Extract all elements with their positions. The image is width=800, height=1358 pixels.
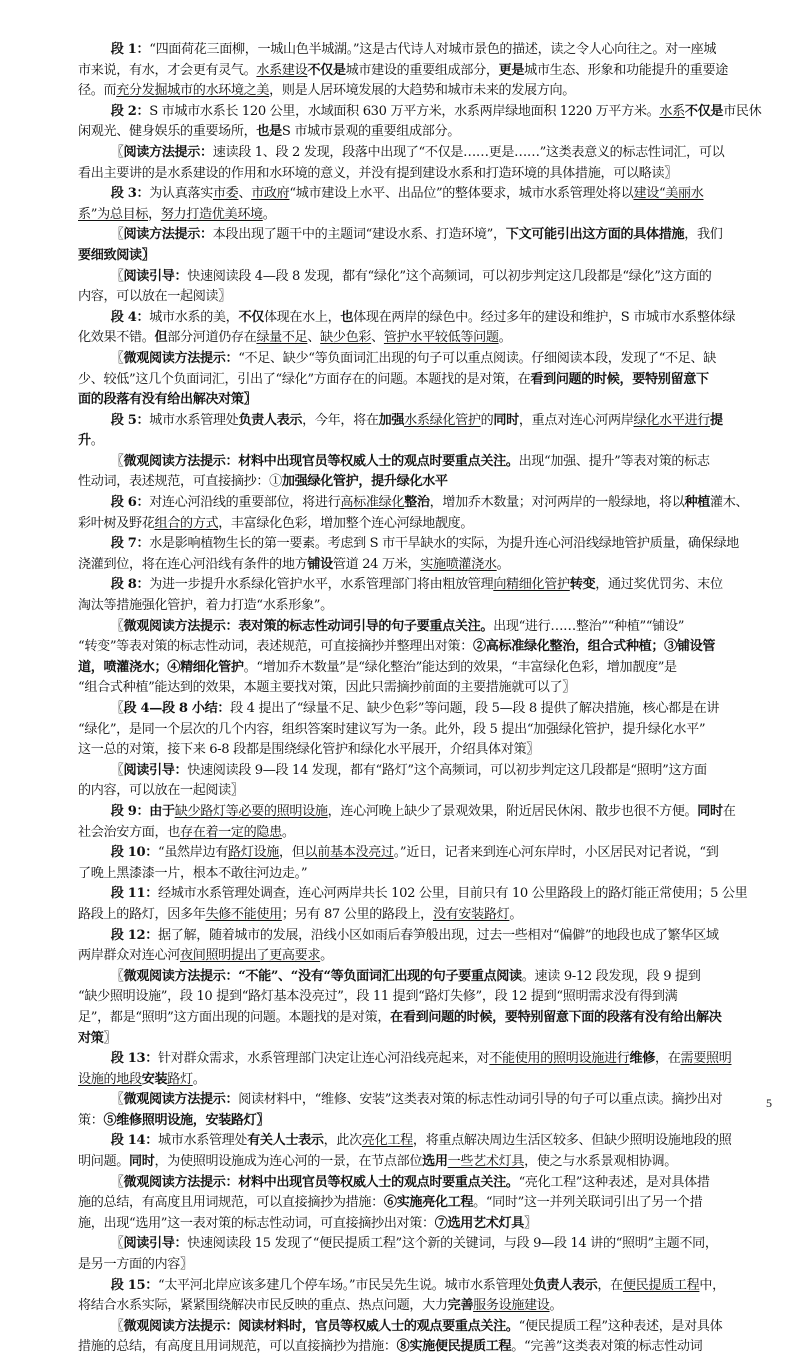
text-line — [78, 205, 750, 226]
text-run: 以前基本没亮过 — [304, 845, 394, 861]
text-run: ，在 — [597, 1277, 623, 1293]
page-number: 5 — [766, 1096, 772, 1110]
text-line — [78, 308, 750, 329]
text-run: 〖 — [110, 1236, 124, 1252]
text-run: 服务设施建设 — [473, 1298, 550, 1314]
text-run: ， — [148, 206, 161, 222]
text-run: ，在 — [655, 1051, 681, 1067]
text-line — [78, 225, 750, 246]
text-run: 段 15： — [110, 1277, 158, 1293]
text-run: 阅读方法提示： — [123, 144, 213, 160]
text-line — [78, 143, 750, 164]
text-run: 段 12： — [110, 927, 158, 943]
text-run: 努力打造优美环境 — [160, 206, 263, 222]
text-line — [78, 431, 750, 452]
text-line — [78, 864, 750, 885]
text-line — [78, 61, 750, 82]
text-run: 微观阅读方法提示：材料中出现官员等权威人士的观点时要重点关注。 — [123, 453, 519, 469]
text-line — [78, 184, 750, 205]
text-line — [78, 1070, 750, 1091]
text-run: 阅读材料中，“维修、安装”这类表对策的标志性动词引导的句子可以重点读。摘抄出对 — [238, 1092, 723, 1108]
text-run: 也是 — [256, 124, 282, 140]
text-run: 路段上的路灯，因多年 — [78, 906, 206, 922]
text-run: 明问题。 — [78, 1154, 129, 1170]
text-run: 阅读引导： — [123, 762, 188, 778]
text-run: 出现“进行……整治”“种植”“铺设” — [493, 618, 685, 634]
text-run: 〖 — [110, 701, 124, 716]
text-run: 。”近日，记者来到连心河东岸时，小区居民对记者说，“到 — [393, 845, 719, 861]
text-run: 段 4—段 8 小结： — [123, 701, 231, 716]
text-run: 足”，都是“照明”这方面出现的问题。本题找的是对策， — [78, 1009, 391, 1025]
text-line — [78, 926, 750, 947]
text-run: 加强绿化管护，提升绿化水平 — [281, 474, 448, 490]
text-run: 阅读引导： — [123, 268, 188, 284]
text-run: 高标准绿化 — [340, 495, 405, 511]
text-line — [78, 1049, 750, 1070]
text-run: 面的段落有没有给出解决对策〗 — [78, 392, 257, 408]
text-run: ⑤维修照明设施，安装路灯〗 — [103, 1112, 270, 1128]
text-run: ，使之与水系景观相协调。 — [524, 1154, 678, 1170]
text-run: ⑧实施便民提质工程 — [396, 1339, 512, 1355]
text-line — [78, 761, 750, 782]
paragraph-label: 段 1： — [110, 42, 150, 57]
text-run: 提 — [710, 412, 723, 428]
text-run: 微观阅读方法提示：阅读材料时，官员等权威人士的观点要重点关注。 — [123, 1318, 519, 1334]
text-line — [78, 1214, 750, 1235]
text-run: 绿量不足 — [256, 330, 308, 346]
text-run: 存在着一定的隐患 — [179, 824, 282, 840]
text-line — [78, 658, 750, 679]
text-run: 城市水系管理处 — [149, 412, 239, 428]
text-line — [78, 349, 750, 370]
text-line — [78, 1337, 750, 1358]
document-body — [78, 40, 762, 1358]
text-line — [78, 370, 750, 391]
text-run: 段 5： — [110, 412, 150, 428]
text-run: 微观阅读方法提示：表对策的标志性动词引导的句子要重点关注。 — [123, 618, 494, 634]
text-run: 负责人表示 — [238, 412, 303, 428]
text-run: “绿化”，是同一个层次的几个内容，组织答案时建议写为一条。此外，段 5 提出“加强绿化管护，提升绿化水平” — [78, 721, 706, 737]
text-run: ②高标准绿化整治，组合式种植；③铺设管 — [473, 639, 716, 655]
text-run: 〖 — [110, 227, 124, 243]
text-line — [78, 493, 750, 514]
text-run: 社会治安方面，也 — [78, 824, 180, 840]
text-run: 性动词，表述规范，可直接摘抄：① — [78, 474, 282, 490]
text-run: “城市建设上水平、出品位”的整体要求，城市水系管理处将以 — [289, 186, 634, 202]
text-run: 段 11： — [110, 886, 158, 902]
text-run: 段 8： — [110, 577, 150, 593]
text-line — [78, 699, 750, 720]
text-run: 段 6： — [110, 495, 150, 511]
text-run: “亮化工程”这种表述，是对具体措 — [518, 1174, 710, 1190]
text-run: 不仅是 — [684, 103, 724, 119]
text-run: ，增加乔木数量；对河两岸的一般绿地，将以 — [429, 495, 685, 511]
text-run: ，我们 — [684, 227, 723, 243]
text-run: ；另有 87 公里的路段上， — [281, 906, 433, 922]
text-run: 需要照明 — [680, 1051, 732, 1067]
text-run: “组合式种植”能达到的效果，本题主要找对策，因此只需摘抄前面的主要措施就可以了〗 — [78, 680, 575, 696]
text-run — [111, 42, 716, 57]
text-run: 完善 — [447, 1298, 474, 1314]
text-run: 要细致阅读〗 — [78, 247, 155, 263]
text-run: ，将重点解决周边生活区较多、但缺少照明设施地段的照 — [412, 1133, 732, 1149]
text-run: 。“增加乔木数量”是“绿化整治”能达到的效果，“丰富绿化色彩，增加靓度”是 — [243, 659, 677, 675]
text-line — [78, 1296, 750, 1317]
text-line — [78, 575, 750, 596]
text-line — [78, 81, 750, 102]
text-line — [78, 164, 750, 185]
text-run: ，此次 — [323, 1133, 362, 1149]
text-line — [78, 1276, 750, 1297]
text-run: 但 — [154, 330, 168, 346]
text-run: ，连心河晚上缺少了景观效果，附近居民休闲、散步也很不方便。 — [327, 803, 698, 819]
text-run: 水系 — [659, 103, 685, 119]
text-run: 〖 — [110, 1318, 124, 1334]
text-run: 。速读 9-12 段发现，段 9 提到 — [521, 968, 701, 984]
text-run: 本段出现了题干中的主题词“建设水系、打造环境”， — [212, 227, 506, 243]
text-run: 措施的总结，有高度且用词规范，可以直接摘抄为措施： — [78, 1339, 397, 1355]
text-run: 段 10： — [110, 845, 158, 861]
text-run: “四面荷花三面柳，一城山色半城湖。”这是古代诗人对城市景色的描述，读之令人心向往之。对一座城 — [149, 42, 717, 57]
text-run: 段 4 提出了“绿量不足、缺少色彩”等问题，段 5—段 8 提供了解决措施，核心都是在讲 — [230, 701, 720, 716]
text-run: 没有安装路灯 — [432, 906, 510, 922]
text-run: 不仅 — [238, 309, 264, 325]
text-run: 更是 — [498, 62, 525, 78]
text-run: 〖 — [110, 1092, 124, 1108]
text-run: 同时 — [493, 412, 519, 428]
text-run: 体现在水上， — [263, 309, 341, 325]
text-run: 城市水系管理处 — [157, 1133, 248, 1149]
text-line — [78, 1255, 750, 1276]
text-run: 加强 — [378, 412, 405, 428]
text-run: 体现在两岸的绿色中。经过多年的建设和维护，S 市城市水系整体绿 — [353, 309, 736, 325]
text-run: 水是影响植物生长的第一要素。考虑到 S 市干旱缺水的实际，为提升连心河沿线绿地管护质量，确保绿地 — [149, 536, 739, 552]
text-run: 为认真落实 — [149, 186, 213, 202]
text-run: 升 — [78, 433, 91, 449]
text-line — [78, 287, 750, 308]
text-line — [78, 781, 750, 802]
text-run: 一些艺术灯具 — [447, 1154, 525, 1170]
text-line — [78, 246, 750, 267]
text-run: 微观阅读方法提示： — [123, 1092, 239, 1108]
text-run: 市来说，有水，才会更有灵气。 — [78, 62, 257, 78]
text-run: 快速阅读段 15 发现了“便民提质工程”这个新的关键词，与段 9—段 14 讲的“照明”主题不同， — [187, 1236, 718, 1252]
text-run: 〖 — [110, 453, 124, 469]
text-run: 市委 — [212, 186, 239, 202]
text-run: 。 — [509, 906, 523, 922]
text-run: 整治 — [404, 495, 430, 511]
text-run: “虽然岸边有 — [157, 845, 229, 861]
text-line — [78, 514, 750, 535]
text-run: 少、较低”这几个负面词汇，引出了“绿化”方面存在的问题。本题找的是对策，在 — [78, 371, 531, 387]
text-run: ，通过奖优罚劣、末位 — [595, 577, 723, 593]
text-line — [78, 122, 750, 143]
text-run: 施的总结，有高度且用词规范，可以直接摘抄为措施： — [78, 1195, 384, 1211]
text-run: 、 — [307, 330, 321, 346]
text-run: 对连心河沿线的重要部位，将进行 — [149, 495, 341, 511]
text-line — [78, 596, 750, 617]
text-run: 化效果不错。 — [78, 330, 155, 346]
text-run: 城市生态、形象和功能提升的重要途 — [524, 62, 728, 78]
text-run: 负责人表示 — [533, 1277, 598, 1293]
text-run: 选用 — [422, 1154, 448, 1170]
text-line — [78, 617, 750, 638]
text-run: 段 9：由于 — [110, 803, 175, 819]
text-run: 〗 — [103, 1030, 117, 1046]
text-line — [78, 802, 750, 823]
text-run: 组合的方式 — [154, 515, 219, 531]
text-run: 。 — [320, 948, 333, 964]
text-run: 市民休 — [723, 103, 762, 119]
text-line — [78, 534, 750, 555]
text-run: 施，出现“选用”这一表对策的标志性动词，可直接摘抄出对策： — [78, 1215, 435, 1231]
text-run: 内容，可以放在一起阅读〗 — [78, 289, 231, 305]
text-line — [78, 1029, 750, 1050]
text-line — [78, 823, 750, 844]
text-run: 。“同时”这一并列关联词引出了另一个措 — [473, 1195, 703, 1211]
text-run: 中， — [699, 1277, 725, 1293]
text-run: 绿化水平进行 — [633, 412, 711, 428]
text-run: 缺少路灯等必要的照明设施 — [174, 803, 328, 819]
text-line — [78, 472, 750, 493]
text-run: 、 — [238, 186, 252, 202]
text-line — [78, 1173, 750, 1194]
text-run: 。 — [192, 1071, 206, 1087]
text-run: 段 3： — [110, 186, 150, 202]
text-line — [78, 987, 750, 1008]
text-run: 的内容，可以放在一起阅读〗 — [78, 783, 244, 799]
text-run: 安装 — [141, 1071, 168, 1087]
text-run: 〖 — [110, 350, 124, 366]
text-run: 〖 — [110, 1174, 124, 1190]
text-run: 不仅是 — [307, 62, 346, 78]
text-run: 〗 — [524, 1215, 537, 1231]
text-run: 快速阅读段 4—段 8 发现，都有“绿化”这个高频词，可以初步判定这几段都是“绿化”这方面的 — [187, 268, 712, 284]
text-run: 。 — [498, 330, 512, 346]
text-line — [78, 102, 762, 123]
text-run: 水系建设 — [256, 62, 308, 78]
text-run: 。 — [281, 824, 295, 840]
text-run: 段 2： — [110, 103, 150, 119]
text-run: 灌木、 — [709, 495, 749, 511]
text-run: 〖 — [110, 618, 124, 634]
text-run: 出现“加强、提升”等表对策的标志 — [518, 453, 710, 469]
text-run: 便民提质工程 — [622, 1277, 700, 1293]
text-line — [78, 1111, 750, 1132]
text-run: 失修不能使用 — [205, 906, 282, 922]
text-run: ，为使照明设施成为连心河的一景，在节点部位 — [154, 1154, 423, 1170]
text-run: 也 — [340, 309, 354, 325]
text-run: S 市城市景观的重要组成部分。 — [281, 124, 461, 140]
text-run: 。 — [262, 206, 276, 222]
text-run: 看到问题的时候，要特别留意下 — [530, 371, 709, 387]
text-run: ，重点对连心河两岸 — [518, 412, 634, 428]
text-run: 为进一步提升水系绿化管护水平，水系管理部门将由粗放管理 — [149, 577, 494, 593]
text-run: 〖 — [110, 968, 124, 984]
text-run: 〖 — [110, 762, 124, 778]
text-run: 。 — [496, 556, 510, 572]
text-run: ，但 — [279, 845, 305, 861]
text-run: 建设“美丽水 — [633, 186, 704, 202]
text-line — [78, 555, 750, 576]
text-run: 系”为总目标 — [78, 206, 149, 222]
text-run: “转变”等表对策的标志性动词，表述规范，可直接摘抄并整理出对策： — [78, 639, 473, 655]
text-line — [78, 1193, 750, 1214]
text-run: 的 — [480, 412, 494, 428]
text-run: 闲观光、健身娱乐的重要场所， — [78, 124, 257, 140]
text-run: 同时 — [697, 803, 723, 819]
text-line — [78, 1317, 750, 1338]
text-run: 下文可能引出这方面的具体措施 — [505, 227, 685, 243]
text-run: 对策 — [78, 1030, 104, 1046]
text-line — [78, 1090, 750, 1111]
text-run: 淘汰等措施强化管护，着力打造“水系形象”。 — [78, 598, 333, 614]
text-run: 是另一方面的内容〗 — [78, 1257, 193, 1273]
text-run: 阅读方法提示： — [123, 227, 213, 243]
text-run: 城市水系的美， — [149, 309, 239, 325]
text-run: ⑥实施亮化工程 — [383, 1195, 474, 1211]
text-run: 不能使用的照明设施进行 — [489, 1051, 630, 1067]
text-line — [78, 946, 750, 967]
text-run: 看出主要讲的是水系建设的作用和水环境的意义，并没有提到建设水系和打造环境的具体措施，可以略读〗 — [78, 165, 677, 181]
text-run: 缺少色彩 — [320, 330, 372, 346]
text-line — [78, 1234, 750, 1255]
text-run: 段 4： — [110, 309, 150, 325]
text-run: 将结合水系实际，紧紧围绕解决市民反映的重点、热点问题，大力 — [78, 1298, 448, 1314]
text-run: 。 — [90, 433, 104, 449]
text-run: 段 14： — [110, 1133, 158, 1149]
text-run: ，则是人居环境发展的大趋势和城市未来的发展方向。 — [269, 83, 576, 99]
text-run: 微观阅读方法提示：材料中出现官员等权威人士的观点时要重点关注。 — [123, 1174, 519, 1190]
text-run: “便民提质工程”这种表述，是对具体 — [518, 1318, 723, 1334]
text-run: 。“完善”这类表对策的标志性动词 — [511, 1339, 703, 1355]
text-run: 策： — [78, 1112, 104, 1128]
text-run: 微观阅读方法提示： — [123, 350, 239, 366]
text-run: “不足、缺少“等负面词汇出现的句子可以重点阅读。仔细阅读本段，发现了“不足、缺 — [238, 350, 717, 366]
text-run: 段 7： — [110, 536, 150, 552]
text-line — [78, 967, 750, 988]
text-run: 有关人士表示 — [247, 1133, 324, 1149]
text-line — [78, 40, 750, 61]
text-line — [78, 390, 750, 411]
text-line — [78, 720, 750, 741]
text-run: 在看到问题的时候，要特别留意下面的段落有没有给出解决 — [390, 1009, 722, 1025]
text-run: S 市城市水系长 120 公里，水域面积 630 万平方米，水系两岸绿地面积 1220 万平方米。 — [149, 103, 660, 119]
text-run: 。 — [549, 1298, 563, 1314]
text-line — [78, 452, 750, 473]
text-run: 水系绿化管护 — [404, 412, 481, 428]
text-run: 夜间照明提出了更高要求 — [179, 948, 321, 964]
text-run: 阅读引导： — [123, 1236, 188, 1252]
text-run: “缺少照明设施”，段 10 提到“路灯基本没亮过”，段 11 提到“路灯失修”，段 12 提到“照明需求没有得到满 — [78, 989, 678, 1005]
text-run: 维修 — [629, 1051, 655, 1067]
text-run: 充分发掘城市的水环境之美 — [116, 83, 270, 99]
text-run: 这一总的对策，接下来 6-8 段都是围绕绿化管护和绿化水平展开，介绍具体对策〗 — [78, 742, 539, 758]
text-run: 部分河道仍存在 — [167, 330, 257, 346]
text-run: 城市建设的重要组成部分， — [345, 62, 499, 78]
text-run: 了晚上黑漆漆一片，根本不敢往河边走。” — [78, 865, 308, 881]
text-run: 实施喷灌浇水 — [420, 556, 497, 572]
text-line — [78, 267, 750, 288]
text-run: 据了解，随着城市的发展，沿线小区如雨后春笋般出现，过去一些相对“偏僻”的地段也成了繁华区域 — [157, 927, 719, 943]
text-run: 、 — [371, 330, 384, 346]
text-run: “太平河北岸应该多建几个停车场。”市民吴先生说。城市水系管理处 — [157, 1277, 534, 1293]
text-run: 浇灌到位，将在连心河沿线有条件的地方 — [78, 556, 308, 572]
text-run: 在 — [722, 803, 736, 819]
text-line — [78, 411, 750, 432]
text-line — [78, 678, 750, 699]
text-run: 设施的地段 — [78, 1071, 142, 1087]
text-run: 径。而 — [78, 83, 117, 99]
text-run: 路灯 — [167, 1071, 193, 1087]
text-line — [78, 328, 750, 349]
text-run: 转变 — [569, 577, 596, 593]
text-run: 同时 — [128, 1154, 155, 1170]
text-run: ⑦选用艺术灯具 — [434, 1215, 524, 1231]
text-run: 管护水平较低等问题 — [383, 330, 499, 346]
text-run: 向精细化管护 — [493, 577, 570, 593]
text-run: 路灯设施 — [228, 845, 280, 861]
text-run: 两岸群众对连心河 — [78, 948, 180, 964]
text-line — [78, 884, 750, 905]
text-run: 铺设 — [307, 556, 333, 572]
text-run: ，丰富绿化色彩，增加整个连心河绿地靓度。 — [218, 515, 474, 531]
text-run: 道，喷灌浇水；④精细化管护 — [78, 659, 244, 675]
text-run: 市政府 — [251, 186, 290, 202]
text-line — [78, 1131, 750, 1152]
text-line — [78, 637, 750, 658]
text-line — [78, 1152, 750, 1173]
text-run: 〖 — [110, 144, 124, 160]
text-run: 微观阅读方法提示：“不能”、“没有“等负面词汇出现的句子要重点阅读 — [123, 968, 522, 984]
text-run: 段 13： — [110, 1051, 158, 1067]
text-run: ，今年，将在 — [302, 412, 379, 428]
text-run: 速读段 1、段 2 发现，段落中出现了“不仅是……更是……”这类表意义的标志性词汇，可以 — [212, 144, 725, 160]
text-line — [78, 1008, 750, 1029]
text-run: 针对群众需求，水系管理部门决定让连心河沿线亮起来，对 — [157, 1051, 490, 1067]
text-run: 种植 — [684, 495, 710, 511]
text-line — [78, 740, 750, 761]
text-run: 亮化工程 — [361, 1133, 413, 1149]
text-run: 管道 24 万米， — [332, 556, 421, 572]
text-run: 经城市水系管理处调查，连心河两岸共长 102 公里，目前只有 10 公里路段上的路灯能正常使用；5 公里 — [157, 886, 748, 902]
text-line — [78, 843, 750, 864]
text-line — [78, 905, 750, 926]
text-run: 快速阅读段 9—段 14 发现，都有“路灯”这个高频词，可以初步判定这几段都是“照明”这方面 — [187, 762, 707, 778]
text-run: 彩叶树及野花 — [78, 515, 155, 531]
text-run: 〖 — [110, 268, 124, 284]
